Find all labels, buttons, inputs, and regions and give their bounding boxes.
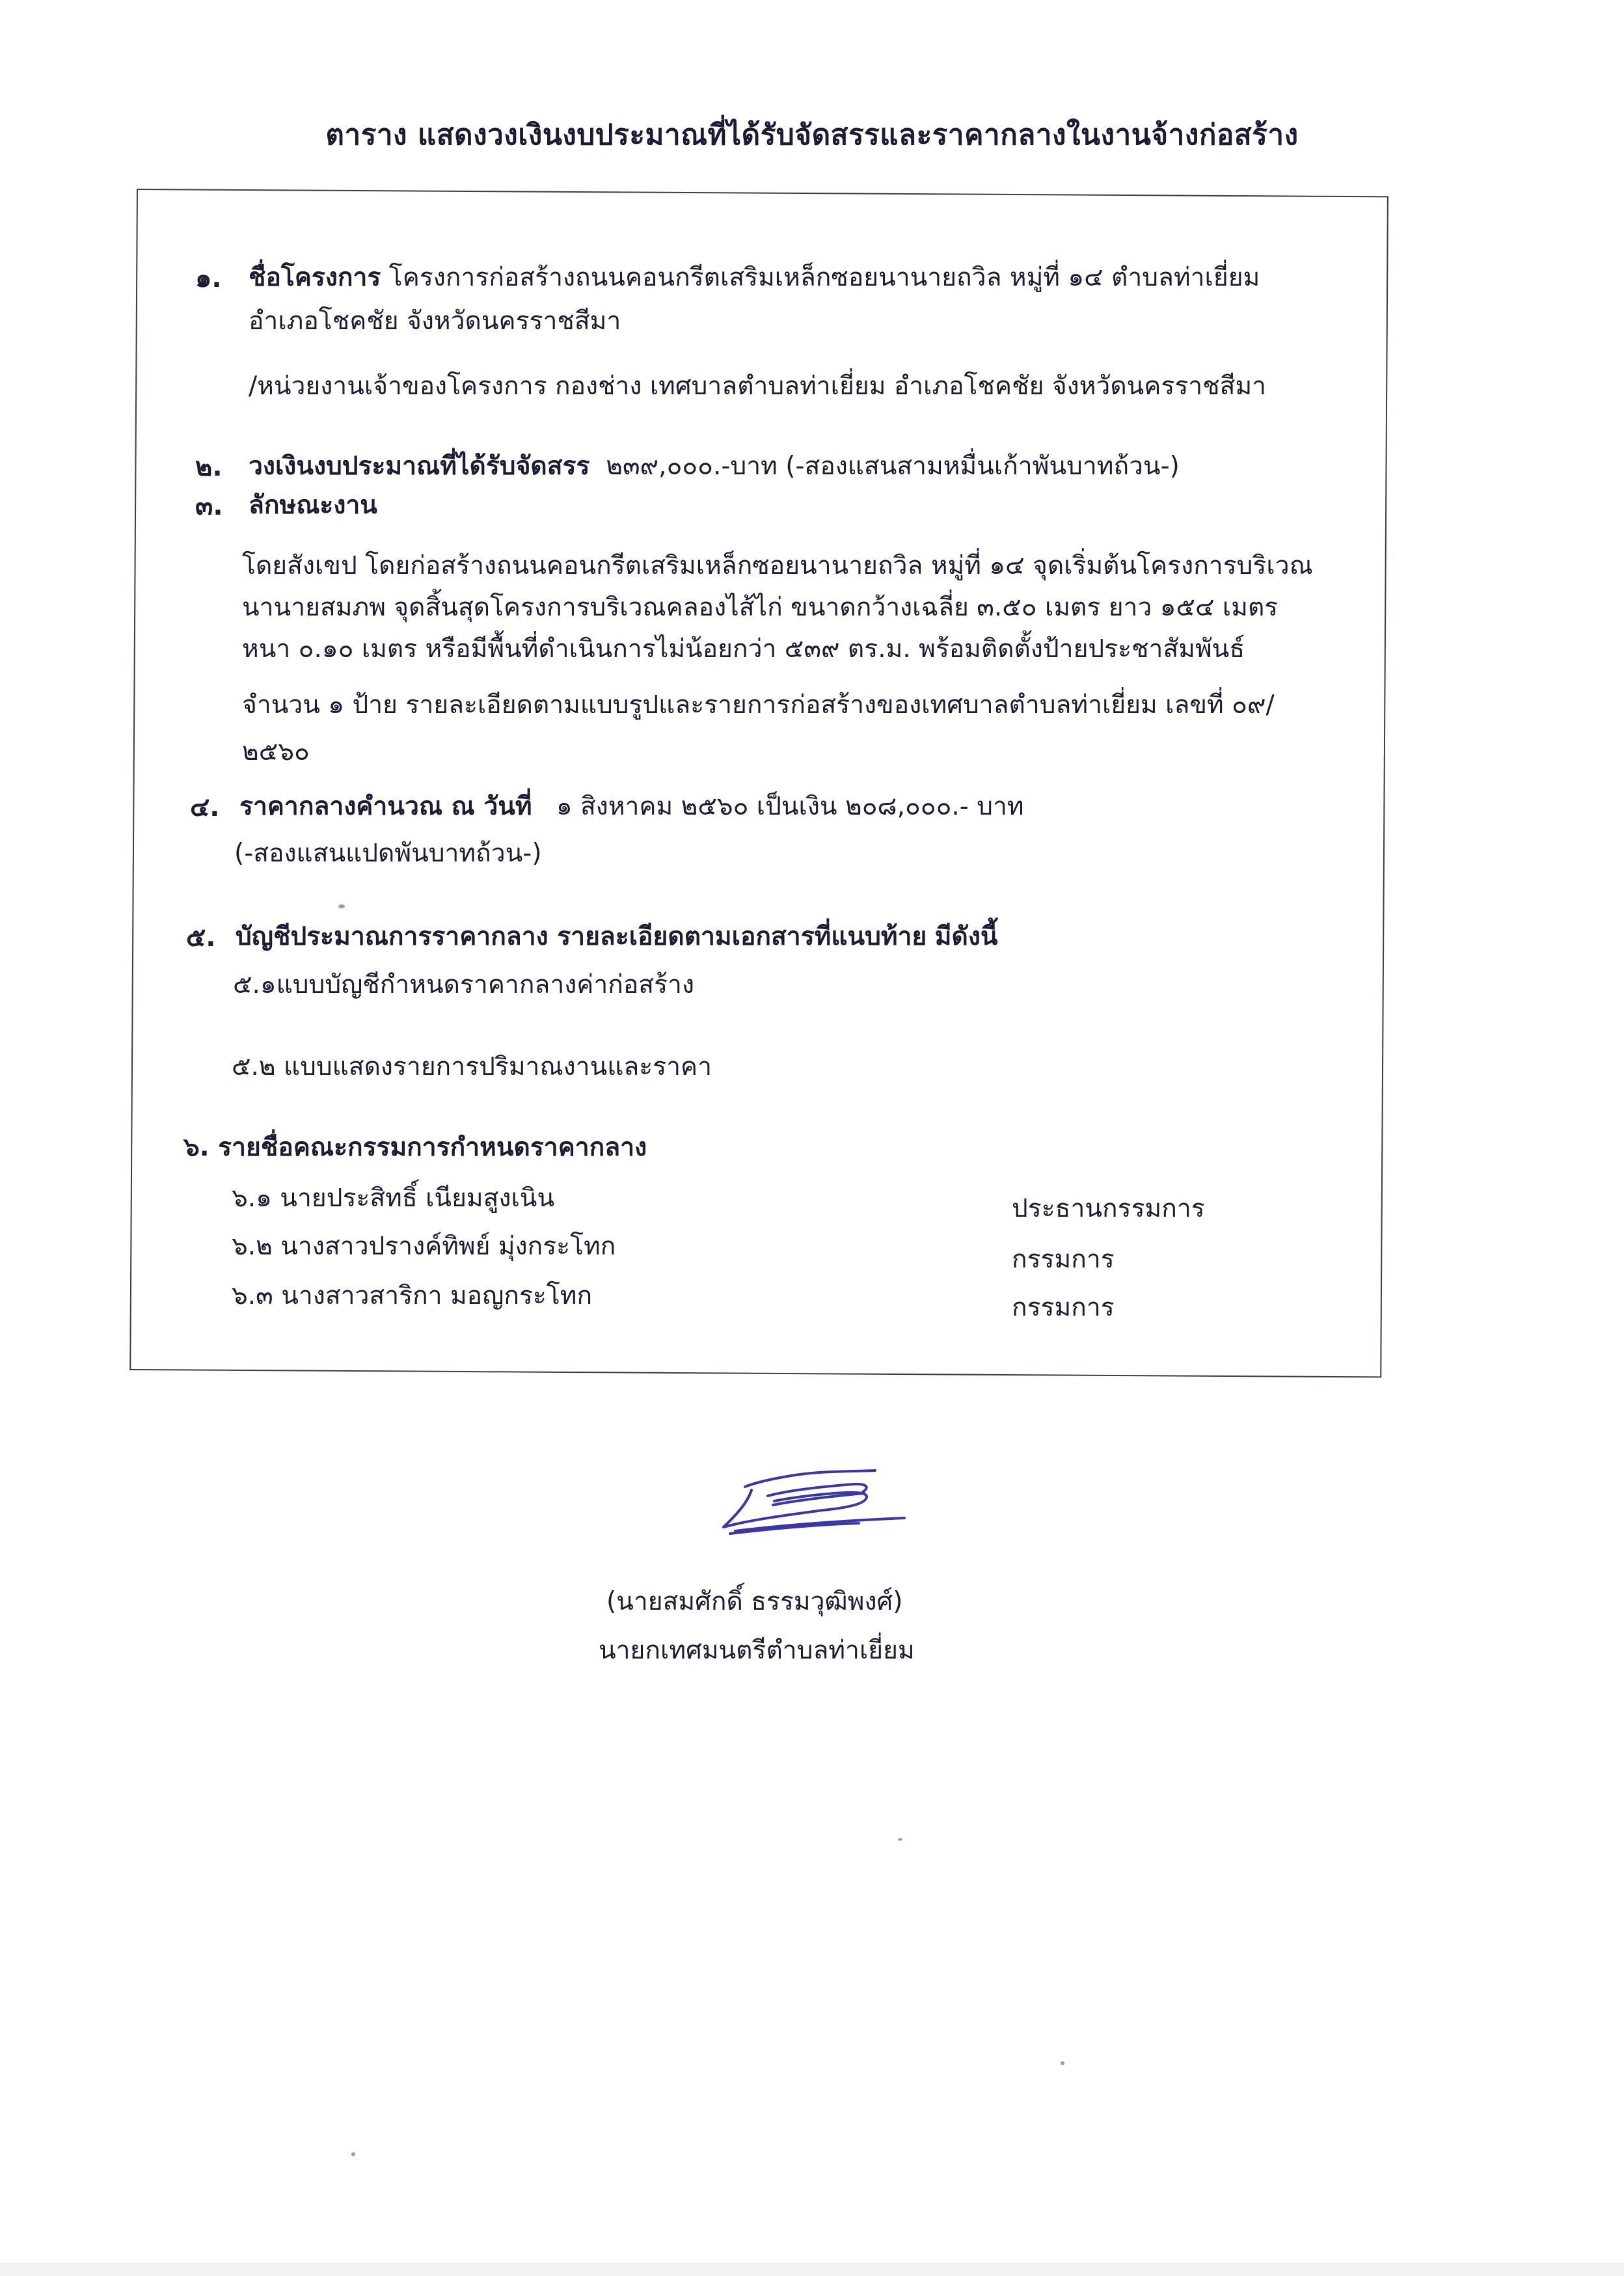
- item4-text2: (-สองแสนแปดพันบาทถ้วน-): [234, 839, 542, 868]
- item3-line: นานายสมภพ จุดสิ้นสุดโครงการบริเวณคลองไส้ไก่ ขนาดกว้างเฉลี่ย ๓.๕๐ เมตร ยาว ๑๕๔ เมตร: [242, 593, 1279, 622]
- item4-label: ราคากลางคำนวณ ณ วันที่: [239, 792, 532, 821]
- item5-label: บัญชีประมาณการราคากลาง รายละเอียดตามเอกสารที่แนบท้าย: [236, 922, 927, 951]
- item1-line1: [249, 257, 1260, 297]
- item3-line: หนา ๐.๑๐ เมตร หรือมีพื้นที่ดำเนินการไม่น้อยกว่า ๕๓๙ ตร.ม. พร้อมติดตั้งป้ายประชาสัมพันธ์: [242, 634, 1245, 664]
- scan-speck: [1061, 2061, 1064, 2065]
- item3-label: ลักษณะงาน: [249, 491, 377, 520]
- item3-line: โดยสังเขป โดยก่อสร้างถนนคอนกรีตเสริมเหล็กซอยนานายถวิล หมู่ที่ ๑๔ จุดเริ่มต้นโครงการบริเวณ: [242, 551, 1313, 580]
- item4-text: ๑ สิงหาคม ๒๕๖๐ เป็นเงิน ๒๐๘,๐๐๐.- บาท: [556, 792, 1024, 821]
- item1-label: ชื่อโครงการ: [249, 263, 381, 292]
- item4-line: [239, 786, 1024, 826]
- committee-member-name: ๖.๒ นางสาวปรางค์ทิพย์ มุ่งกระโทก: [232, 1232, 616, 1261]
- item5-line: [236, 916, 998, 956]
- scan-speck: [351, 2152, 355, 2156]
- committee-member-role: ประธานกรรมการ: [1012, 1194, 1205, 1223]
- item2-line: [249, 446, 1180, 486]
- item6-label: ๖. รายชื่อคณะกรรมการกำหนดราคากลาง: [183, 1133, 647, 1162]
- document-title: ตาราง แสดงวงเงินงบประมาณที่ได้รับจัดสรรและราคากลางในงานจ้างก่อสร้าง: [325, 118, 1299, 152]
- signer-position: นายกเทศมนตรีตำบลท่าเยี่ยม: [599, 1636, 915, 1665]
- item3-number: ๓.: [195, 491, 223, 521]
- item1-text3: /หน่วยงานเจ้าของโครงการ กองช่าง เทศบาลตำบลท่าเยี่ยม อำเภอโชคชัย จังหวัดนครราชสีมา: [249, 372, 1267, 401]
- item1-text1: โครงการก่อสร้างถนนคอนกรีตเสริมเหล็กซอยนานายถวิล หมู่ที่ ๑๔ ตำบลท่าเยี่ยม: [388, 263, 1260, 292]
- scan-speck: [898, 1838, 902, 1841]
- item5-number: ๕.: [186, 923, 216, 953]
- committee-member-name: ๖.๑ นายประสิทธิ์ เนียมสูงเนิน: [232, 1184, 555, 1213]
- item3-line: จำนวน ๑ ป้าย รายละเอียดตามแบบรูปและรายการก่อสร้างของเทศบาลตำบลท่าเยี่ยม เลขที่ ๐๙/: [242, 690, 1275, 720]
- item1-number: ๑.: [195, 264, 222, 293]
- committee-member-role: กรรมการ: [1012, 1293, 1115, 1322]
- item2-text: ๒๓๙,๐๐๐.-บาท (-สองแสนสามหมื่นเก้าพันบาทถ้วน-): [606, 452, 1180, 481]
- scan-edge: [0, 2263, 1624, 2276]
- scan-speck: [338, 904, 345, 908]
- item5-suffix: มีดังนี้: [934, 922, 998, 951]
- item3-line: ๒๕๖๐: [242, 737, 310, 766]
- item5-sub1: ๕.๑แบบบัญชีกำหนดราคากลางค่าก่อสร้าง: [233, 970, 694, 999]
- committee-member-name: ๖.๓ นางสาวสาริกา มอญกระโทก: [232, 1281, 593, 1310]
- item5-sub2: ๕.๒ แบบแสดงรายการปริมาณงานและราคา: [232, 1052, 712, 1081]
- signer-name: (นายสมศักดิ์ ธรรมวุฒิพงศ์): [606, 1587, 903, 1616]
- item2-number: ๒.: [195, 452, 223, 482]
- item1-text2: อำเภอโชคชัย จังหวัดนครราชสีมา: [249, 306, 621, 336]
- signature-image: [690, 1454, 911, 1552]
- item2-label: วงเงินงบประมาณที่ได้รับจัดสรร: [249, 452, 590, 481]
- committee-member-role: กรรมการ: [1012, 1245, 1115, 1274]
- item4-number: ๔.: [190, 793, 220, 822]
